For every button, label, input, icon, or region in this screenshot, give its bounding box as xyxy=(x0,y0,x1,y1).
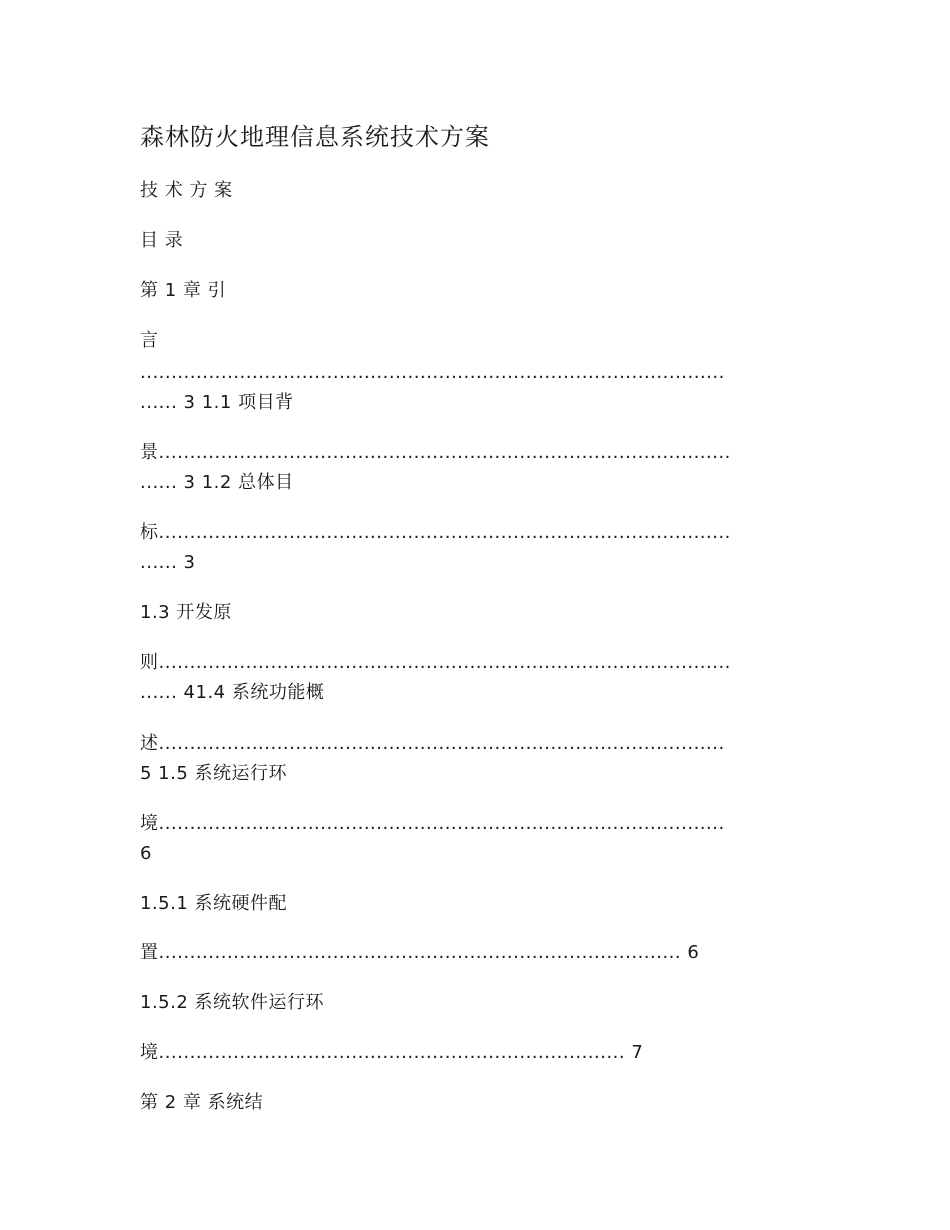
toc-line: 1.5.1 系统硬件配 xyxy=(140,893,288,914)
toc-line: 5 1.5 系统运行环 xyxy=(140,763,288,784)
subtitle-tech-plan: 技 术 方 案 xyxy=(140,180,233,201)
toc-line: 述........................................................................................... xyxy=(140,733,725,754)
toc-line: 景............................................................................................ xyxy=(140,442,731,463)
toc-line: ...... 3 1.1 项目背 xyxy=(140,392,294,413)
toc-line: ...... 3 1.2 总体目 xyxy=(140,472,294,493)
toc-line: 言 xyxy=(140,330,159,351)
toc-line: 境........................................................................... 7 xyxy=(140,1042,644,1063)
document-title: 森林防火地理信息系统技术方案 xyxy=(140,123,490,151)
toc-line: ...... 3 xyxy=(140,552,196,573)
toc-line: 第 2 章 系统结 xyxy=(140,1092,264,1113)
toc-line: 置.................................................................................... 6 xyxy=(140,942,700,963)
toc-leader-dots: .............................................................................................. xyxy=(140,362,725,383)
toc-line: 标............................................................................................ xyxy=(140,522,731,543)
toc-line: 6 xyxy=(140,843,152,864)
toc-line: ...... 41.4 系统功能概 xyxy=(140,682,325,703)
toc-line: 境........................................................................................... xyxy=(140,813,725,834)
toc-line: 第 1 章 引 xyxy=(140,280,227,301)
toc-line: 则............................................................................................ xyxy=(140,652,731,673)
toc-heading: 目 录 xyxy=(140,230,184,251)
toc-line: 1.5.2 系统软件运行环 xyxy=(140,992,325,1013)
toc-line: 1.3 开发原 xyxy=(140,602,232,623)
